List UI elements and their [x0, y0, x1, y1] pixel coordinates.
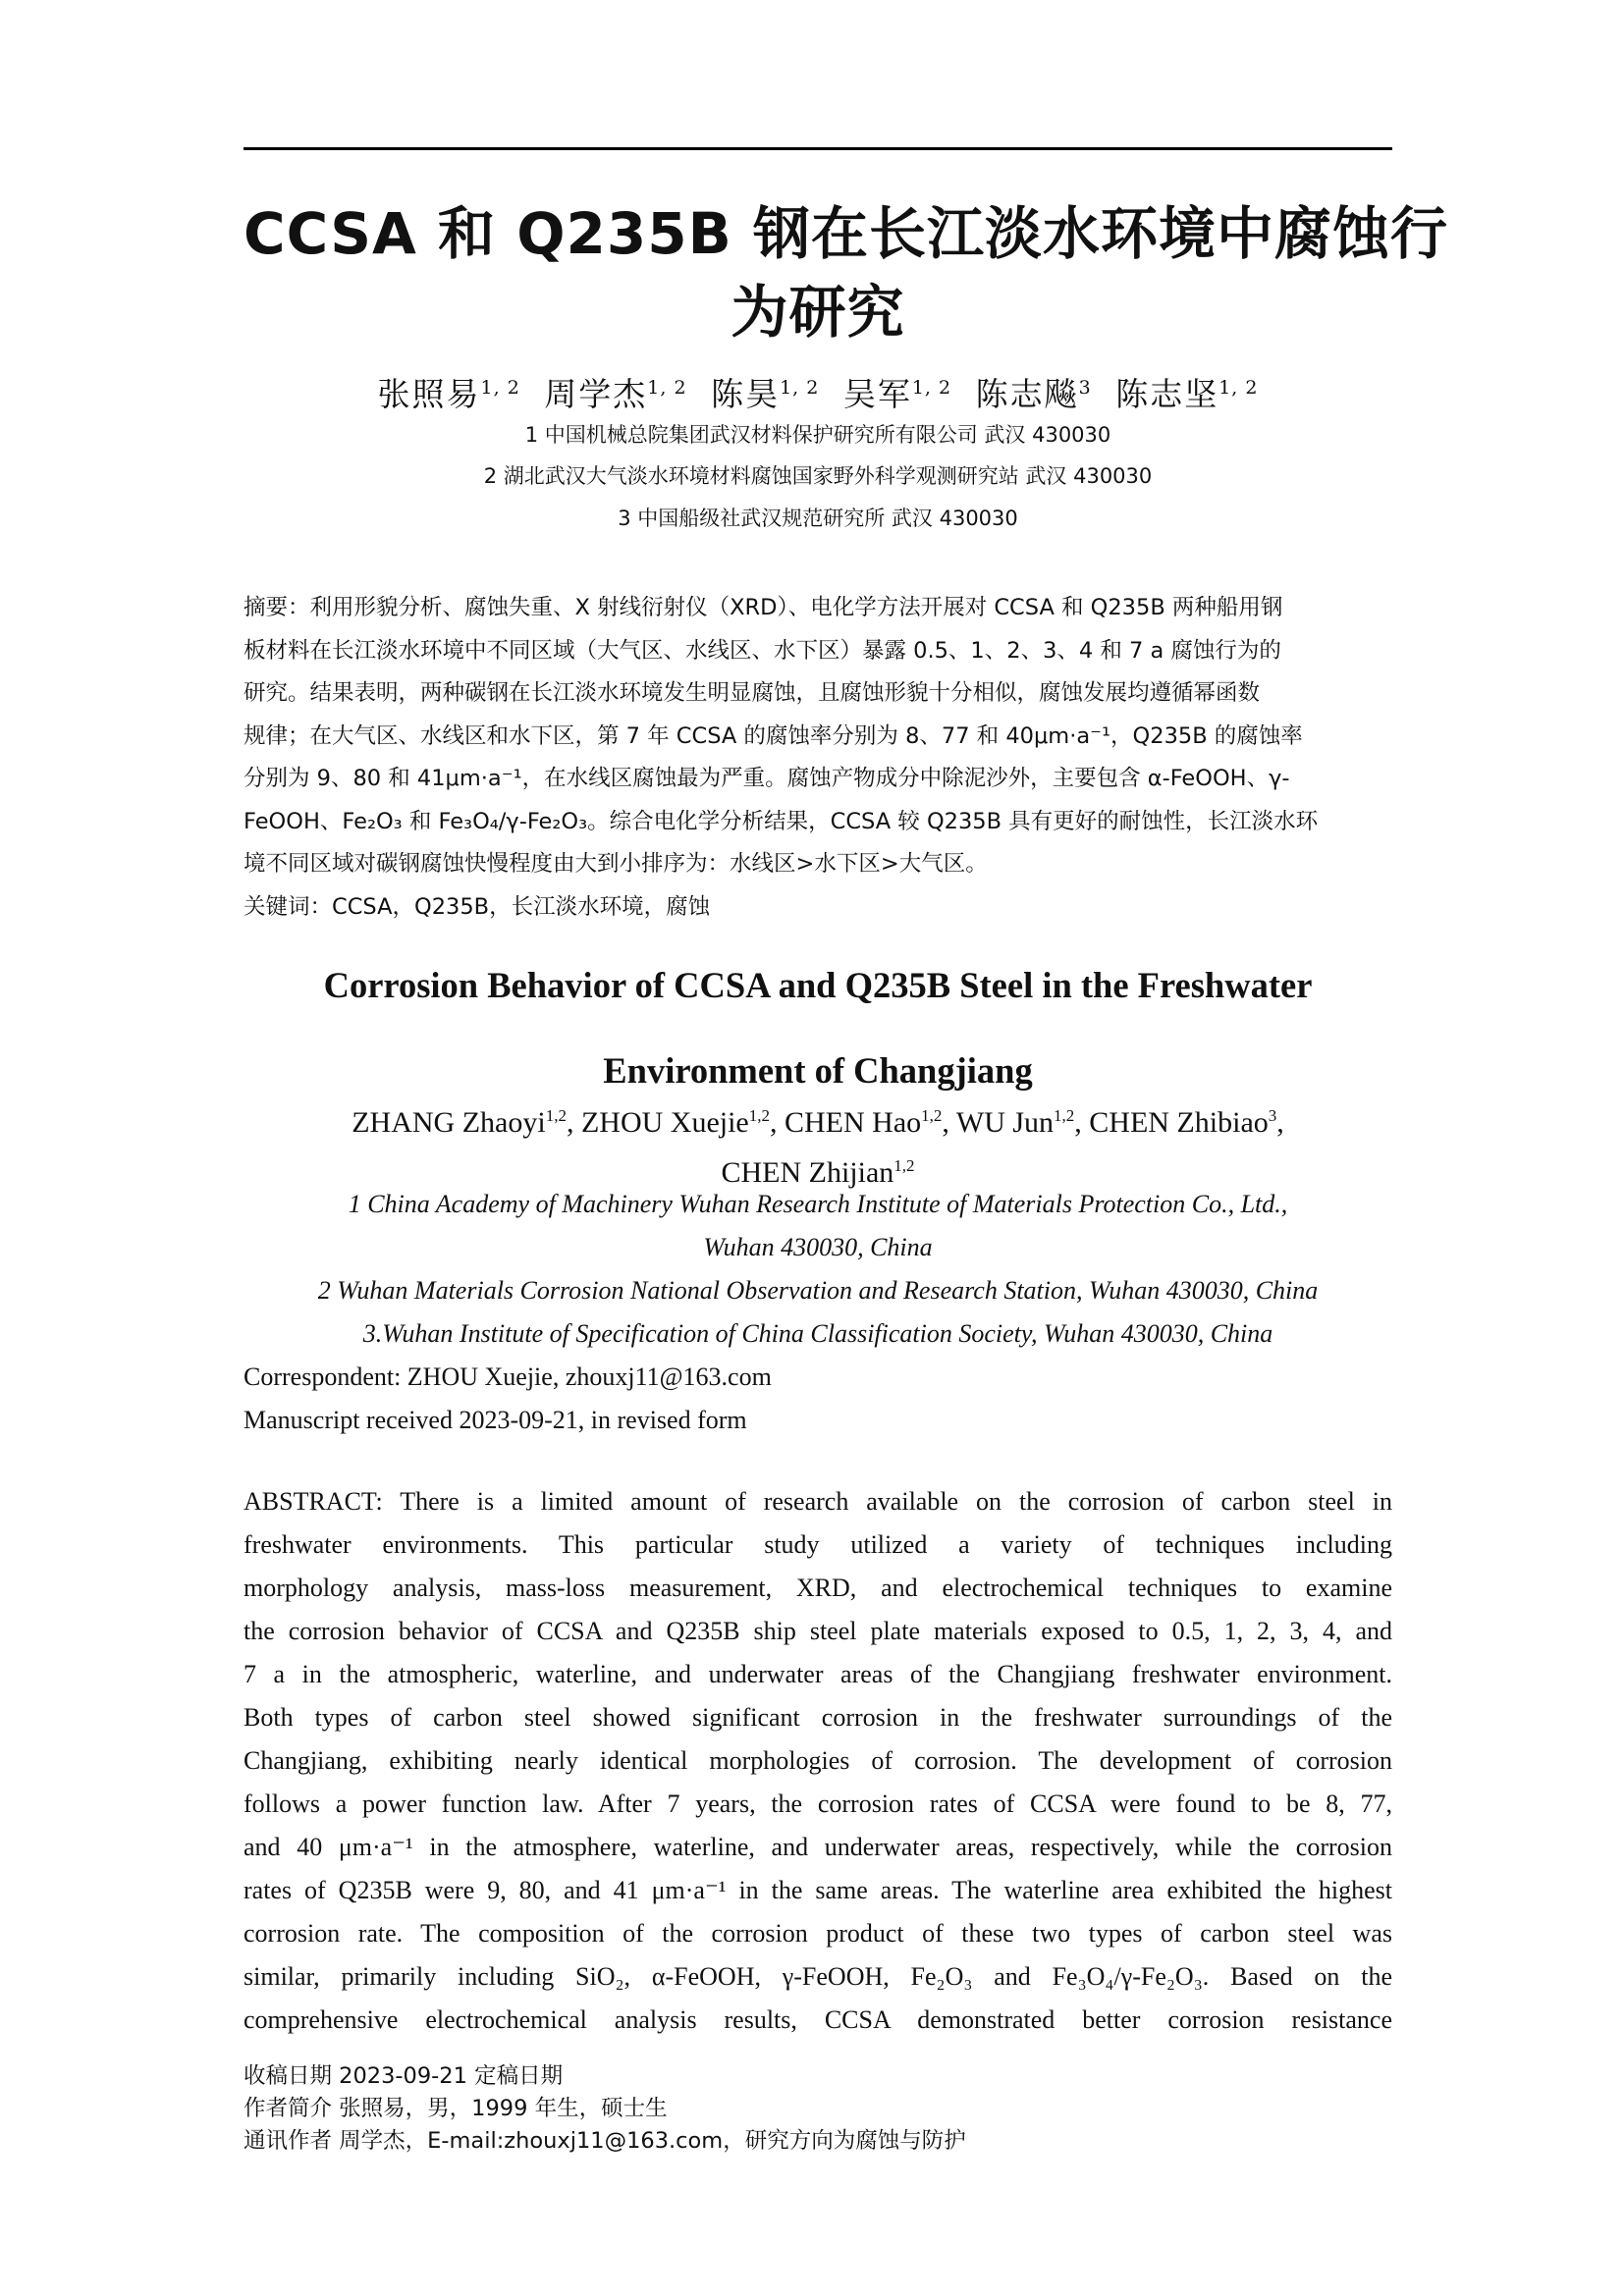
- english-author: WU Jun$^{1,2}$,: [955, 1106, 1090, 1139]
- chinese-abstract-line: 摘要：利用形貌分析、腐蚀失重、X 射线衍射仪（XRD）、电化学方法开展对 CCSA 和 Q235B 两种船用钢: [244, 595, 1283, 620]
- chinese-abstract-line: FeOOH、Fe₂O₃ 和 Fe₃O₄/γ-Fe₂O₃。综合电化学分析结果，CCSA 较 Q235B 具有更好的耐蚀性，长江淡水环: [244, 808, 1319, 834]
- chinese-author: 陈志飚$^3$: [975, 375, 1092, 413]
- chinese-title-line-2: 为研究: [731, 279, 905, 346]
- english-affiliation-1: 1 China Academy of Machinery Wuhan Research Institute of Materials Protection Co., Ltd.,: [348, 1190, 1288, 1218]
- chinese-abstract-line: 板材料在长江淡水环境中不同区域（大气区、水线区、水下区）暴露 0.5、1、2、3、4 和 7 a 腐蚀行为的: [244, 637, 1281, 664]
- english-abstract-line: comprehensive electrochemical analysis results, CCSA demonstrated better corrosion resistance: [244, 2005, 1392, 2034]
- english-abstract-line: rates of Q235B were 9, 80, and 41 μm·a⁻¹ in the same areas. The waterline area exhibited the highest: [244, 1876, 1392, 1904]
- chinese-abstract-line: 规律；在大气区、水线区和水下区，第 7 年 CCSA 的腐蚀率分别为 8、77 和 40μm·a⁻¹，Q235B 的腐蚀率: [244, 722, 1303, 749]
- chinese-author-list: [244, 366, 1392, 416]
- chinese-author: 陈志坚$^{1, 2}$: [1115, 375, 1259, 413]
- english-author: CHEN Zhibiao$^3$,: [1089, 1106, 1284, 1139]
- chinese-affiliation-2: 2 湖北武汉大气淡水环境材料腐蚀国家野外科学观测研究站 武汉 430030: [483, 464, 1153, 488]
- chinese-title: [244, 194, 1449, 351]
- chinese-author: 吴军$^{1, 2}$: [842, 375, 952, 413]
- chinese-abstract-line: 研究。结果表明，两种碳钢在长江淡水环境发生明显腐蚀，且腐蚀形貌十分相似，腐蚀发展均遵循幂函数: [244, 680, 1261, 706]
- chinese-title-line-1: CCSA 和 Q235B 钢在长江淡水环境中腐蚀行: [244, 200, 1449, 267]
- chinese-keywords: 关键词：CCSA，Q235B，长江淡水环境，腐蚀: [244, 894, 711, 920]
- chinese-affiliation-1: 1 中国机械总院集团武汉材料保护研究所有限公司 武汉 430030: [524, 423, 1111, 447]
- chinese-abstract: [244, 587, 1392, 886]
- english-affiliation-2: 2 Wuhan Materials Corrosion National Observation and Research Station, Wuhan 430030, China: [317, 1276, 1319, 1305]
- english-abstract-line: Both types of carbon steel showed significant corrosion in the freshwater surroundings of the: [244, 1703, 1392, 1732]
- english-affiliation-3: 3.Wuhan Institute of Specification of China Classification Society, Wuhan 430030, China: [362, 1319, 1273, 1348]
- english-title-line-1: Corrosion Behavior of CCSA and Q235B Steel in the Freshwater: [323, 965, 1313, 1005]
- english-authors-line-1: [244, 1095, 1392, 1145]
- english-abstract: [244, 1480, 1392, 2042]
- chinese-abstract-line: 境不同区域对碳钢腐蚀快慢程度由大到小排序为：水线区>水下区>大气区。: [244, 851, 988, 877]
- english-author: ZHANG Zhaoyi$^{1,2}$,: [352, 1106, 581, 1139]
- english-abstract-line: morphology analysis, mass-loss measurement, XRD, and electrochemical techniques to examine: [244, 1574, 1392, 1602]
- chinese-affiliation-3: 3 中国船级社武汉规范研究所 武汉 430030: [618, 507, 1018, 530]
- footnote-received: 收稿日期 2023-09-21 定稿日期: [244, 2063, 564, 2089]
- english-abstract-line: ABSTRACT: There is a limited amount of research available on the corrosion of carbon steel in: [244, 1487, 1392, 1516]
- chinese-author: 周学杰$^{1, 2}$: [544, 375, 687, 413]
- manuscript-received-line: Manuscript received 2023-09-21, in revised form: [244, 1406, 747, 1434]
- english-abstract-line: the corrosion behavior of CCSA and Q235B ship steel plate materials exposed to 0.5, 1, 2, 3, 4, and: [244, 1617, 1392, 1645]
- english-author-list: [244, 1095, 1392, 1195]
- english-author: CHEN Zhijian$^{1,2}$: [721, 1156, 915, 1189]
- english-author: ZHOU Xuejie$^{1,2}$,: [580, 1106, 785, 1139]
- footnote-author-intro: 作者简介 张照易，男，1999 年生，硕士生: [244, 2096, 668, 2121]
- chinese-author: 张照易$^{1, 2}$: [377, 375, 520, 413]
- english-abstract-line: 7 a in the atmospheric, waterline, and underwater areas of the Changjiang freshwater environment.: [244, 1660, 1392, 1688]
- correspondent-line: Correspondent: ZHOU Xuejie, zhouxj11@163.com: [244, 1362, 772, 1391]
- chinese-author: 陈昊$^{1, 2}$: [711, 375, 820, 413]
- english-abstract-line: Changjiang, exhibiting nearly identical morphologies of corrosion. The development of corrosion: [244, 1746, 1392, 1775]
- header-rule: [244, 147, 1392, 150]
- footnote-corresponding-author: 通讯作者 周学杰，E-mail:zhouxj11@163.com，研究方向为腐蚀与防护: [244, 2128, 966, 2154]
- english-title-line-2: Environment of Changjiang: [603, 1050, 1033, 1091]
- english-abstract-line: similar, primarily including SiO₂, α-FeOOH, γ-FeOOH, Fe₂O₃ and Fe₃O₄/γ-Fe₂O₃. Based on the: [244, 1962, 1392, 1991]
- english-abstract-line: corrosion rate. The composition of the corrosion product of these two types of carbon steel was: [244, 1919, 1392, 1948]
- english-abstract-line: follows a power function law. After 7 years, the corrosion rates of CCSA were found to be 8, 77,: [244, 1789, 1392, 1818]
- english-title: [244, 942, 1392, 1113]
- english-author: CHEN Hao$^{1,2}$,: [785, 1106, 956, 1139]
- english-affiliation-1-cont: Wuhan 430030, China: [703, 1233, 933, 1261]
- english-abstract-line: freshwater environments. This particular study utilized a variety of techniques including: [244, 1530, 1392, 1559]
- english-abstract-line: and 40 μm·a⁻¹ in the atmosphere, waterline, and underwater areas, respectively, while the corrosion: [244, 1833, 1392, 1861]
- chinese-abstract-line: 分别为 9、80 和 41μm·a⁻¹，在水线区腐蚀最为严重。腐蚀产物成分中除泥沙外，主要包含 α-FeOOH、γ-: [244, 766, 1290, 791]
